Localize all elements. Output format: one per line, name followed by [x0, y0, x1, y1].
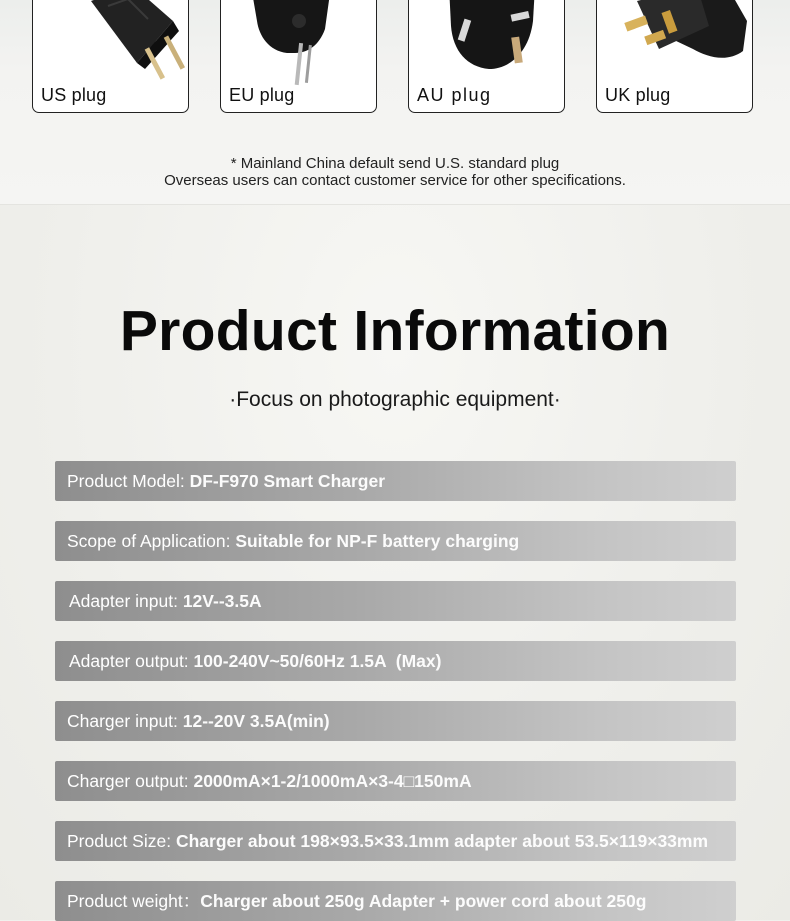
spec-value: 12--20V 3.5A(min): [182, 711, 330, 731]
plug-card-eu: [220, 0, 377, 113]
page-title: Product Information: [119, 299, 671, 363]
spec-row-charger-output: [55, 761, 736, 801]
plug-options-section: [0, 0, 790, 205]
spec-label: Charger input:: [67, 711, 183, 731]
spec-row-product-size: [55, 821, 736, 861]
spec-label: Product weight：: [67, 891, 201, 911]
spec-row-adapter-input: [55, 581, 736, 621]
spec-label: Charger output:: [67, 771, 194, 791]
spec-value: Suitable for NP-F battery charging: [235, 531, 520, 551]
plug-card-uk: [596, 0, 753, 113]
spec-label: Product Model:: [67, 471, 190, 491]
spec-value: Charger about 198×93.5×33.1mm adapter about 53.5×119×33mm: [175, 831, 709, 851]
plug-label-uk: UK plug: [605, 85, 671, 105]
plug-card-us: [32, 0, 189, 113]
spec-value: 12V--3.5A: [182, 591, 262, 611]
spec-label: Scope of Application:: [67, 531, 236, 551]
spec-value: 100-240V~50/60Hz 1.5A (Max): [193, 651, 442, 671]
plug-note-overseas: Overseas users can contact customer service for other specifications.: [164, 172, 626, 189]
spec-row-adapter-output: [55, 641, 736, 681]
spec-label: Product Size:: [67, 831, 176, 851]
plug-card-au: [408, 0, 565, 113]
spec-label: Adapter output:: [69, 651, 194, 671]
spec-row-model: [55, 461, 736, 501]
plug-note-default: * Mainland China default send U.S. standard plug: [230, 155, 560, 172]
spec-row-charger-input: [55, 701, 736, 741]
spec-value: Charger about 250g Adapter + power cord about 250g: [200, 891, 647, 911]
spec-row-application: [55, 521, 736, 561]
spec-value: 2000mA×1-2/1000mA×3-4□150mA: [193, 771, 472, 791]
page-subtitle: ·Focus on photographic equipment·: [229, 388, 561, 411]
plug-label-eu: EU plug: [229, 85, 295, 105]
plug-label-us: US plug: [41, 85, 107, 105]
spec-label: Adapter input:: [69, 591, 183, 611]
spec-row-product-weight: [55, 881, 736, 921]
plug-label-au: AU plug: [417, 85, 492, 105]
spec-value: DF-F970 Smart Charger: [189, 471, 386, 491]
